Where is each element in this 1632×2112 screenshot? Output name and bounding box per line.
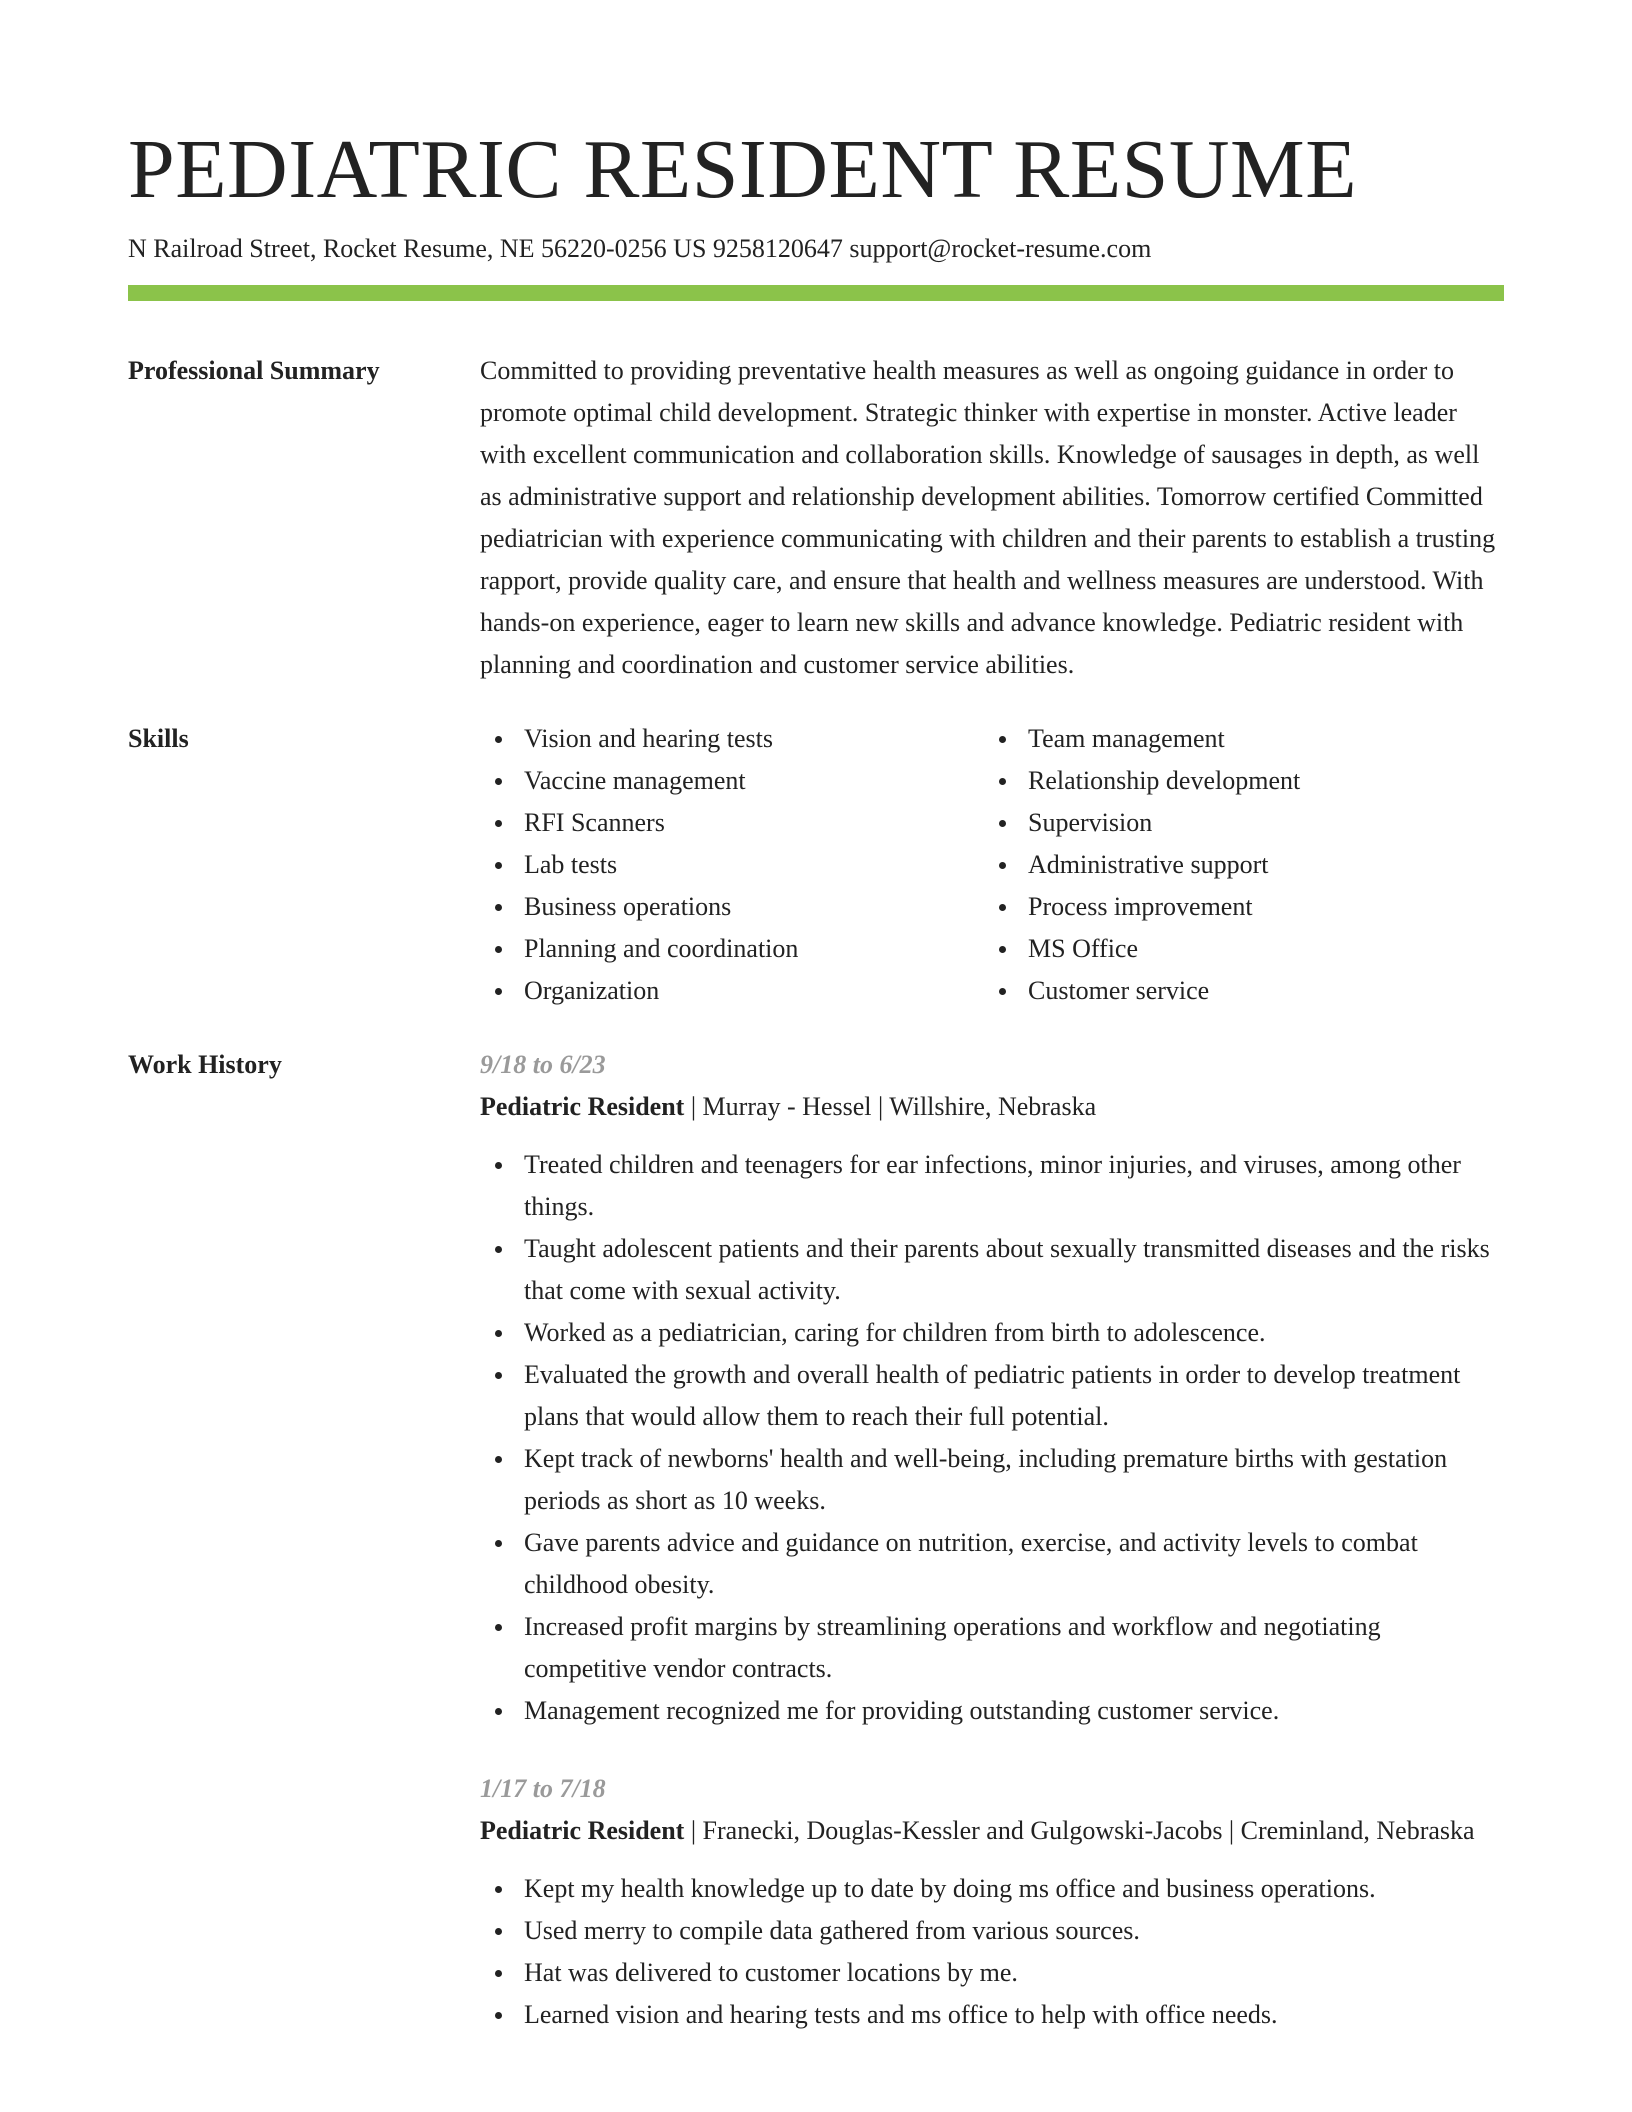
summary-text: Committed to providing preventative health measures as well as ongoing guidance in order to promote optimal child development. Strategic thinker with expertise in monster. Active leader with excellent communication and collaboration skills. Knowledge of sausages in depth, as well as administrative support and relationship development abilities. Tomorrow certified Committed pediatrician with experience communicating with children and their parents to establish a trusting rapport, provide quality care, and ensure that health and wellness measures are understood. With hands-on experience, eager to learn new skills and advance knowledge. Pediatric resident with planning and coordination and customer service abilities. [480,356,1496,679]
summary-body [480,350,1504,686]
contact-line: N Railroad Street, Rocket Resume, NE 56220-0256 US 9258120647 support@rocket-resume.com [128,234,1152,263]
skill-item: Relationship development [984,760,1488,802]
job-duty-item: Kept my health knowledge up to date by doing ms office and business operations. [480,1868,1504,1910]
job-duty-item: Treated children and teenagers for ear infections, minor injuries, and viruses, among other things. [480,1144,1504,1228]
skills-heading: Skills [128,724,189,753]
job-duty-item: Worked as a pediatrician, caring for children from birth to adolescence. [480,1312,1504,1354]
job-title: Pediatric Resident [480,1092,685,1121]
skills-column-right [984,718,1488,1012]
job-employer-location: | Franecki, Douglas-Kessler and Gulgowski-Jacobs | Creminland, Nebraska [684,1816,1475,1845]
resume-content [128,350,1504,2068]
job-duty-item: Evaluated the growth and overall health of pediatric patients in order to develop treatment plans that would allow them to reach their full potential. [480,1354,1504,1438]
job-duty-item: Used merry to compile data gathered from various sources. [480,1910,1504,1952]
job-duty-item: Taught adolescent patients and their parents about sexually transmitted diseases and the risks that come with sexual activity. [480,1228,1504,1312]
skill-item: MS Office [984,928,1488,970]
job-duty-item: Learned vision and hearing tests and ms office to help with office needs. [480,1994,1504,2036]
job-dates: 1/17 to 7/18 [480,1774,606,1803]
job-duty-item: Gave parents advice and guidance on nutrition, exercise, and activity levels to combat childhood obesity. [480,1522,1504,1606]
summary-heading: Professional Summary [128,356,380,385]
skill-item: Lab tests [480,844,984,886]
job-heading [480,1086,1504,1128]
skill-item: Planning and coordination [480,928,984,970]
work-history-heading: Work History [128,1050,282,1079]
job-duty-item: Hat was delivered to customer locations by me. [480,1952,1504,1994]
skills-column-left [480,718,984,1012]
header-divider [128,285,1504,301]
job-title: Pediatric Resident [480,1816,685,1845]
skill-item: RFI Scanners [480,802,984,844]
skill-item: Supervision [984,802,1488,844]
skills-section [128,718,1504,1012]
job-duty-item: Management recognized me for providing outstanding customer service. [480,1690,1504,1732]
skill-item: Organization [480,970,984,1012]
skill-item: Vaccine management [480,760,984,802]
resume-title: PEDIATRIC RESIDENT RESUME [128,123,1358,216]
job-entry [480,1044,1504,1732]
job-duty-item: Kept track of newborns' health and well-being, including premature births with gestation periods as short as 10 weeks. [480,1438,1504,1522]
job-duties [480,1144,1504,1732]
job-duties [480,1868,1504,2036]
job-entry [480,1768,1504,2036]
job-duty-item: Increased profit margins by streamlining operations and workflow and negotiating competitive vendor contracts. [480,1606,1504,1690]
work-history-body [480,1044,1504,2036]
summary-section [128,350,1504,686]
job-heading [480,1810,1504,1852]
skill-item: Administrative support [984,844,1488,886]
job-dates: 9/18 to 6/23 [480,1050,606,1079]
job-employer-location: | Murray - Hessel | Willshire, Nebraska [684,1092,1097,1121]
skills-grid [480,718,1504,1012]
skill-item: Vision and hearing tests [480,718,984,760]
skill-item: Process improvement [984,886,1488,928]
skill-item: Business operations [480,886,984,928]
work-history-section [128,1044,1504,2036]
skill-item: Customer service [984,970,1488,1012]
skill-item: Team management [984,718,1488,760]
skills-body [480,718,1504,1012]
